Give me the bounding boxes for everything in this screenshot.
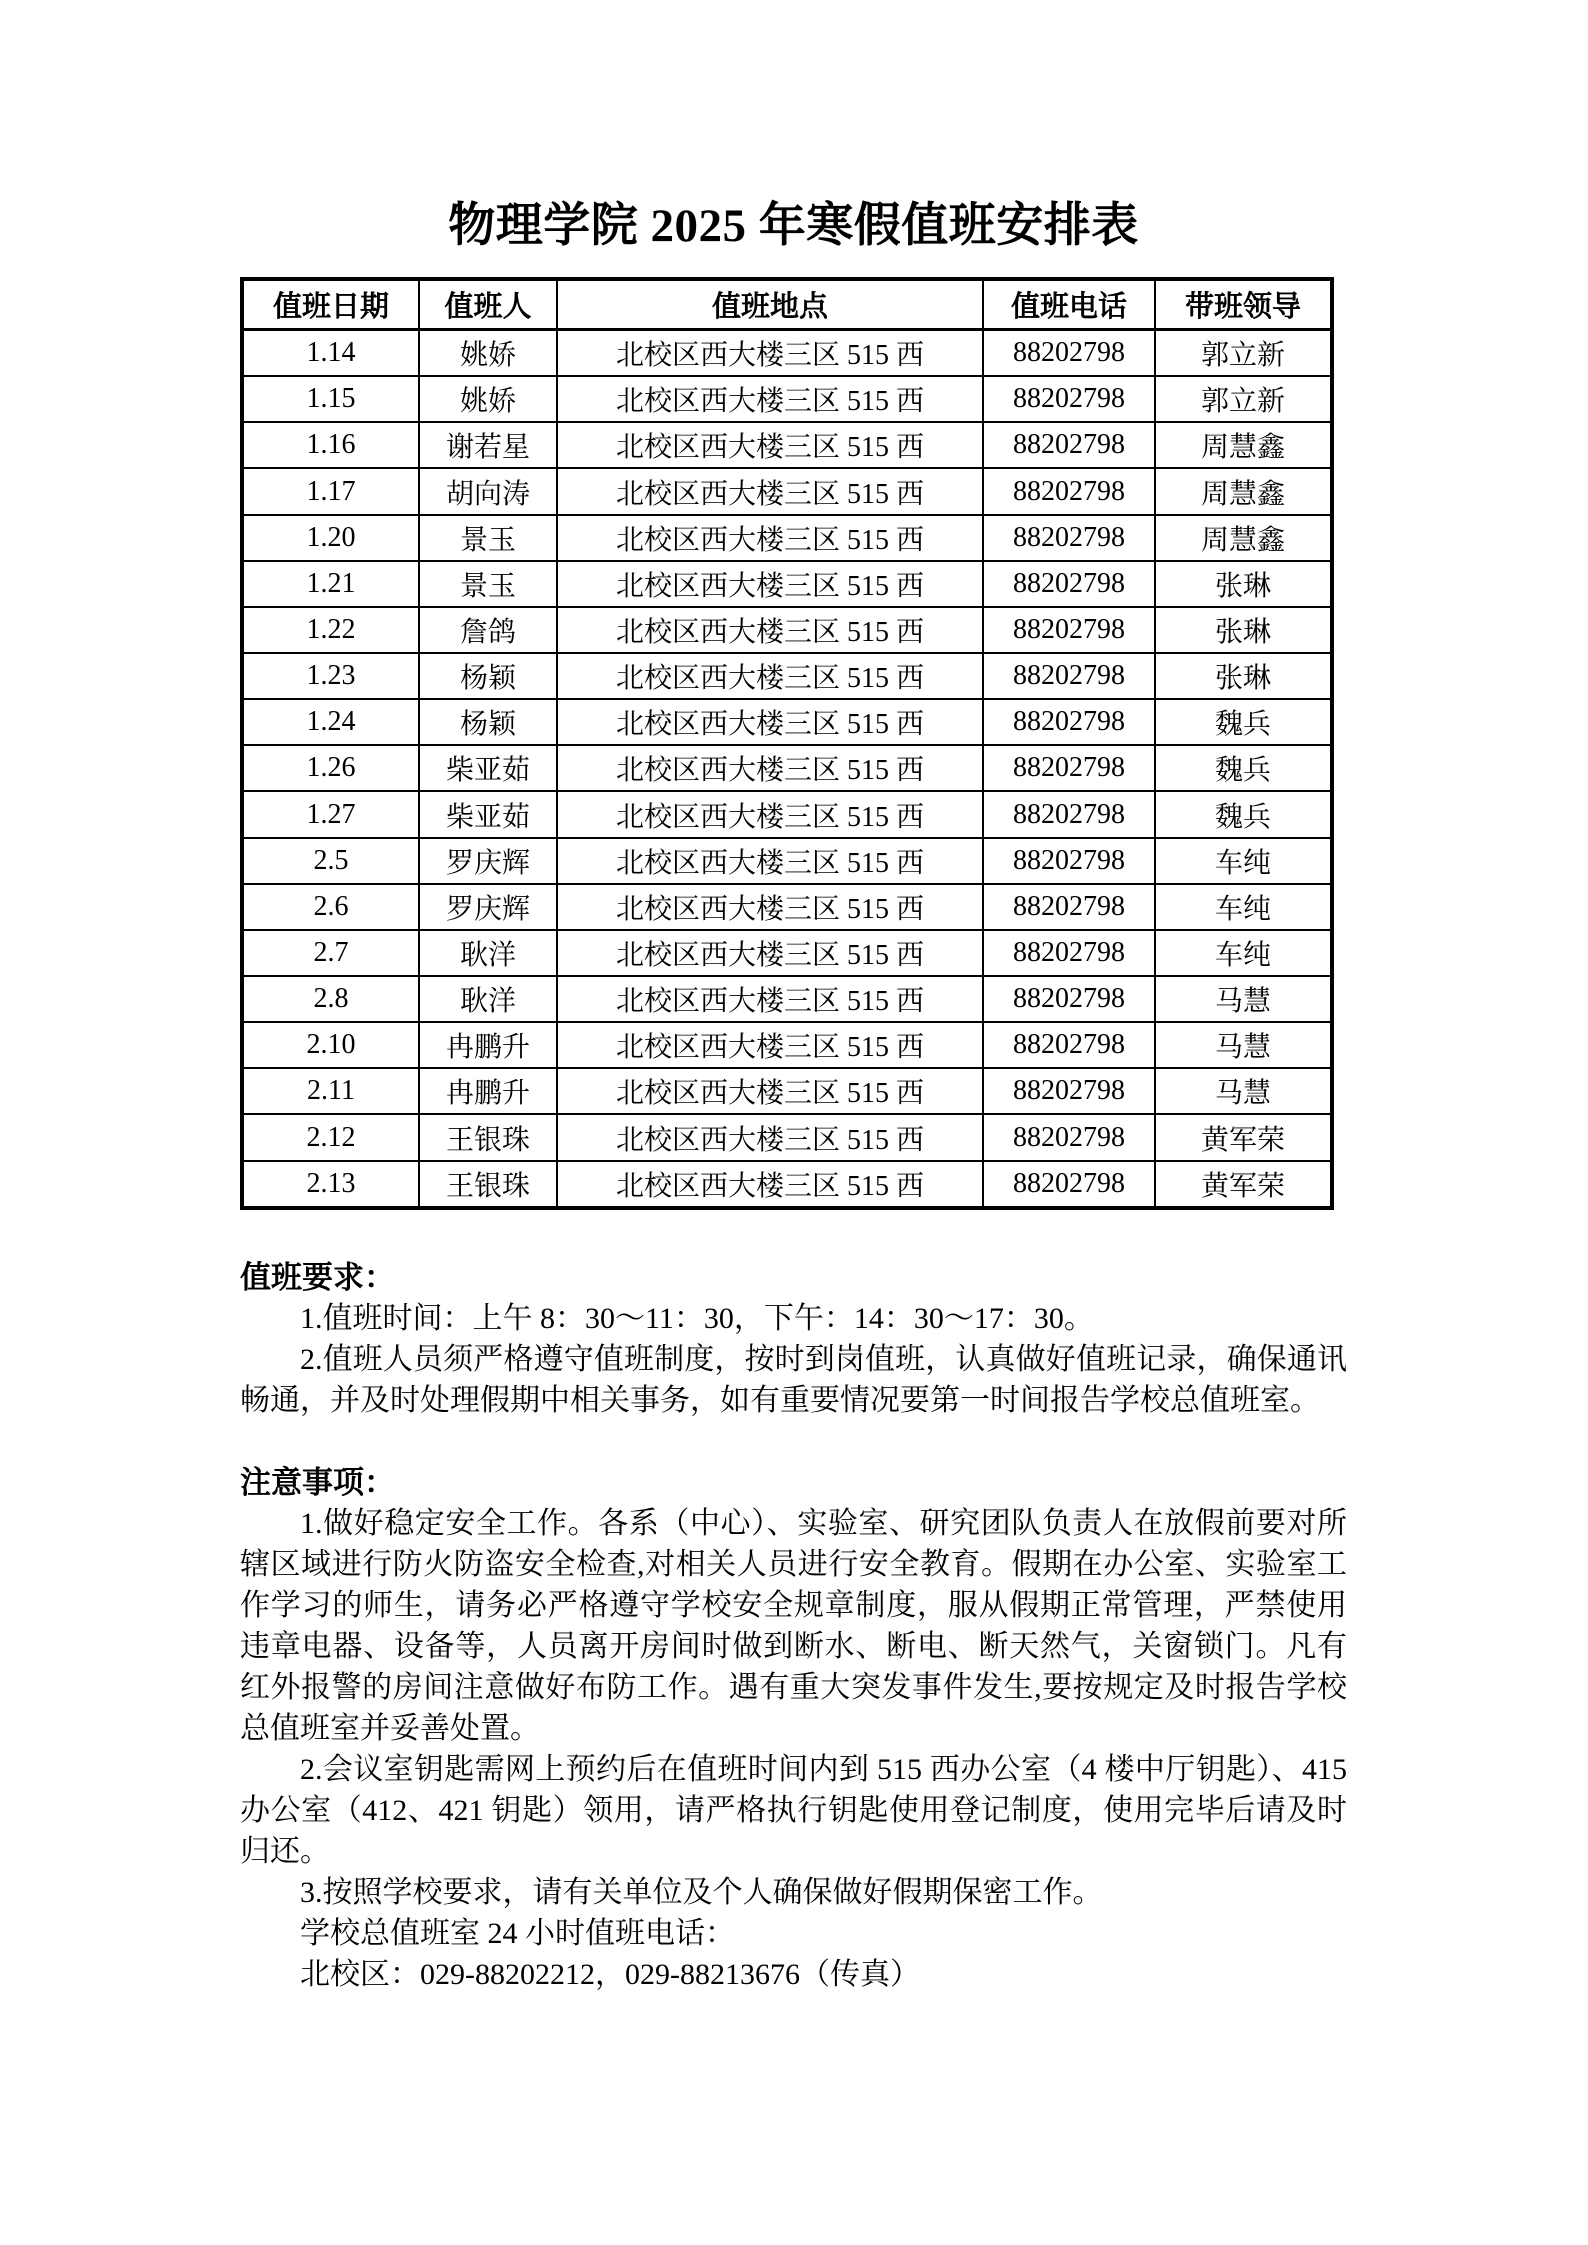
cell-date: 2.8 [242, 976, 419, 1022]
requirements-section [240, 1257, 1347, 1421]
cell-location: 北校区西大楼三区 515 西 [557, 561, 983, 607]
table-row [242, 468, 1332, 514]
cell-phone: 88202798 [983, 653, 1155, 699]
cell-location: 北校区西大楼三区 515 西 [557, 976, 983, 1022]
cell-location: 北校区西大楼三区 515 西 [557, 884, 983, 930]
note-item: 3.按照学校要求，请有关单位及个人确保做好假期保密工作。 [300, 1876, 1103, 1909]
cell-date: 2.13 [242, 1161, 419, 1208]
cell-location: 北校区西大楼三区 515 西 [557, 607, 983, 653]
cell-phone: 88202798 [983, 515, 1155, 561]
table-row [242, 607, 1332, 653]
cell-location: 北校区西大楼三区 515 西 [557, 930, 983, 976]
cell-phone: 88202798 [983, 745, 1155, 791]
cell-leader: 黄军荣 [1155, 1114, 1332, 1160]
table-row [242, 930, 1332, 976]
cell-phone: 88202798 [983, 1022, 1155, 1068]
cell-leader: 车纯 [1155, 838, 1332, 884]
cell-person: 杨颖 [419, 699, 557, 745]
column-header-4: 带班领导 [1155, 279, 1332, 330]
table-row [242, 376, 1332, 422]
cell-leader: 马慧 [1155, 1068, 1332, 1114]
cell-person: 冉鹏升 [419, 1022, 557, 1068]
cell-leader: 张琳 [1155, 607, 1332, 653]
cell-phone: 88202798 [983, 1161, 1155, 1208]
cell-date: 1.15 [242, 376, 419, 422]
cell-person: 罗庆辉 [419, 884, 557, 930]
cell-phone: 88202798 [983, 1114, 1155, 1160]
cell-leader: 马慧 [1155, 976, 1332, 1022]
cell-leader: 张琳 [1155, 653, 1332, 699]
cell-person: 景玉 [419, 515, 557, 561]
requirement-item: 1.值班时间：上午 8：30～11：30，下午：14：30～17：30。 [300, 1302, 1094, 1335]
cell-person: 姚娇 [419, 376, 557, 422]
cell-leader: 魏兵 [1155, 699, 1332, 745]
cell-phone: 88202798 [983, 791, 1155, 837]
cell-phone: 88202798 [983, 1068, 1155, 1114]
table-row [242, 330, 1332, 377]
column-header-3: 值班电话 [983, 279, 1155, 330]
note-item: 1.做好稳定安全工作。各系（中心）、实验室、研究团队负责人在放假前要对所辖区域进行防火防盗安全检查,对相关人员进行安全教育。假期在办公室、实验室工作学习的师生，请务必严格遵守学校安全规章制度，服从假期正常管理，严禁使用违章电器、设备等，人员离开房间时做到断水、断电、断天然气，关窗锁门。凡有红外报警的房间注意做好布防工作。遇有重大突发事件发生,要按规定及时报告学校总值班室并妥善处置。 [240, 1507, 1347, 1745]
cell-phone: 88202798 [983, 699, 1155, 745]
cell-phone: 88202798 [983, 930, 1155, 976]
cell-date: 1.16 [242, 422, 419, 468]
cell-person: 柴亚茹 [419, 791, 557, 837]
document-title: 物理学院 2025 年寒假值班安排表 [448, 200, 1139, 252]
table-row [242, 976, 1332, 1022]
cell-person: 王银珠 [419, 1114, 557, 1160]
cell-person: 柴亚茹 [419, 745, 557, 791]
cell-person: 耿洋 [419, 930, 557, 976]
table-row [242, 515, 1332, 561]
cell-date: 2.5 [242, 838, 419, 884]
table-row [242, 699, 1332, 745]
cell-leader: 车纯 [1155, 930, 1332, 976]
cell-person: 景玉 [419, 561, 557, 607]
cell-date: 1.24 [242, 699, 419, 745]
cell-date: 2.6 [242, 884, 419, 930]
table-row [242, 653, 1332, 699]
cell-location: 北校区西大楼三区 515 西 [557, 699, 983, 745]
cell-phone: 88202798 [983, 976, 1155, 1022]
notes-footer [240, 1913, 1347, 1995]
notes-heading: 注意事项： [240, 1465, 395, 1500]
cell-date: 2.11 [242, 1068, 419, 1114]
cell-person: 耿洋 [419, 976, 557, 1022]
cell-person: 杨颖 [419, 653, 557, 699]
cell-phone: 88202798 [983, 422, 1155, 468]
cell-date: 1.27 [242, 791, 419, 837]
cell-location: 北校区西大楼三区 515 西 [557, 745, 983, 791]
requirements-body [240, 1298, 1347, 1421]
cell-location: 北校区西大楼三区 515 西 [557, 1114, 983, 1160]
table-row [242, 884, 1332, 930]
notes-section [240, 1462, 1347, 1995]
cell-leader: 马慧 [1155, 1022, 1332, 1068]
cell-leader: 周慧鑫 [1155, 422, 1332, 468]
cell-location: 北校区西大楼三区 515 西 [557, 376, 983, 422]
cell-phone: 88202798 [983, 376, 1155, 422]
cell-leader: 周慧鑫 [1155, 515, 1332, 561]
cell-phone: 88202798 [983, 838, 1155, 884]
cell-location: 北校区西大楼三区 515 西 [557, 515, 983, 561]
cell-location: 北校区西大楼三区 515 西 [557, 1161, 983, 1208]
table-row [242, 838, 1332, 884]
cell-leader: 魏兵 [1155, 745, 1332, 791]
cell-leader: 郭立新 [1155, 376, 1332, 422]
table-row [242, 1161, 1332, 1208]
cell-location: 北校区西大楼三区 515 西 [557, 1068, 983, 1114]
column-header-1: 值班人 [419, 279, 557, 330]
duty-schedule-table [240, 277, 1334, 1210]
note-footer-line: 北校区：029-88202212，029-88213676（传真） [300, 1958, 920, 1991]
notes-body [240, 1503, 1347, 1913]
requirement-item: 2.值班人员须严格遵守值班制度，按时到岗值班，认真做好值班记录，确保通讯畅通，并及时处理假期中相关事务，如有重要情况要第一时间报告学校总值班室。 [240, 1343, 1347, 1417]
cell-phone: 88202798 [983, 884, 1155, 930]
table-row [242, 745, 1332, 791]
cell-phone: 88202798 [983, 468, 1155, 514]
cell-leader: 车纯 [1155, 884, 1332, 930]
table-row [242, 1022, 1332, 1068]
cell-date: 1.20 [242, 515, 419, 561]
cell-person: 胡向涛 [419, 468, 557, 514]
cell-phone: 88202798 [983, 561, 1155, 607]
cell-leader: 周慧鑫 [1155, 468, 1332, 514]
column-header-2: 值班地点 [557, 279, 983, 330]
cell-date: 1.22 [242, 607, 419, 653]
cell-location: 北校区西大楼三区 515 西 [557, 330, 983, 377]
cell-location: 北校区西大楼三区 515 西 [557, 468, 983, 514]
requirements-heading: 值班要求： [240, 1260, 395, 1295]
note-footer-line: 学校总值班室 24 小时值班电话： [300, 1917, 735, 1950]
cell-phone: 88202798 [983, 607, 1155, 653]
table-row [242, 1068, 1332, 1114]
table-row [242, 1114, 1332, 1160]
cell-person: 谢若星 [419, 422, 557, 468]
cell-location: 北校区西大楼三区 515 西 [557, 422, 983, 468]
cell-date: 1.14 [242, 330, 419, 377]
cell-person: 詹鸽 [419, 607, 557, 653]
cell-location: 北校区西大楼三区 515 西 [557, 791, 983, 837]
cell-person: 王银珠 [419, 1161, 557, 1208]
cell-leader: 黄军荣 [1155, 1161, 1332, 1208]
cell-date: 2.7 [242, 930, 419, 976]
cell-location: 北校区西大楼三区 515 西 [557, 838, 983, 884]
cell-person: 冉鹏升 [419, 1068, 557, 1114]
cell-person: 罗庆辉 [419, 838, 557, 884]
cell-leader: 张琳 [1155, 561, 1332, 607]
column-header-0: 值班日期 [242, 279, 419, 330]
cell-location: 北校区西大楼三区 515 西 [557, 1022, 983, 1068]
cell-leader: 魏兵 [1155, 791, 1332, 837]
cell-person: 姚娇 [419, 330, 557, 377]
cell-date: 1.23 [242, 653, 419, 699]
cell-date: 1.26 [242, 745, 419, 791]
cell-date: 1.21 [242, 561, 419, 607]
table-header-row [242, 279, 1332, 330]
note-item: 2.会议室钥匙需网上预约后在值班时间内到 515 西办公室（4 楼中厅钥匙）、415 办公室（412、421 钥匙）领用，请严格执行钥匙使用登记制度，使用完毕后请及时归还。 [240, 1753, 1347, 1868]
duty-table-body [242, 330, 1332, 1209]
table-row [242, 561, 1332, 607]
table-row [242, 422, 1332, 468]
table-row [242, 791, 1332, 837]
cell-date: 2.10 [242, 1022, 419, 1068]
cell-leader: 郭立新 [1155, 330, 1332, 377]
cell-phone: 88202798 [983, 330, 1155, 377]
cell-date: 2.12 [242, 1114, 419, 1160]
cell-date: 1.17 [242, 468, 419, 514]
cell-location: 北校区西大楼三区 515 西 [557, 653, 983, 699]
